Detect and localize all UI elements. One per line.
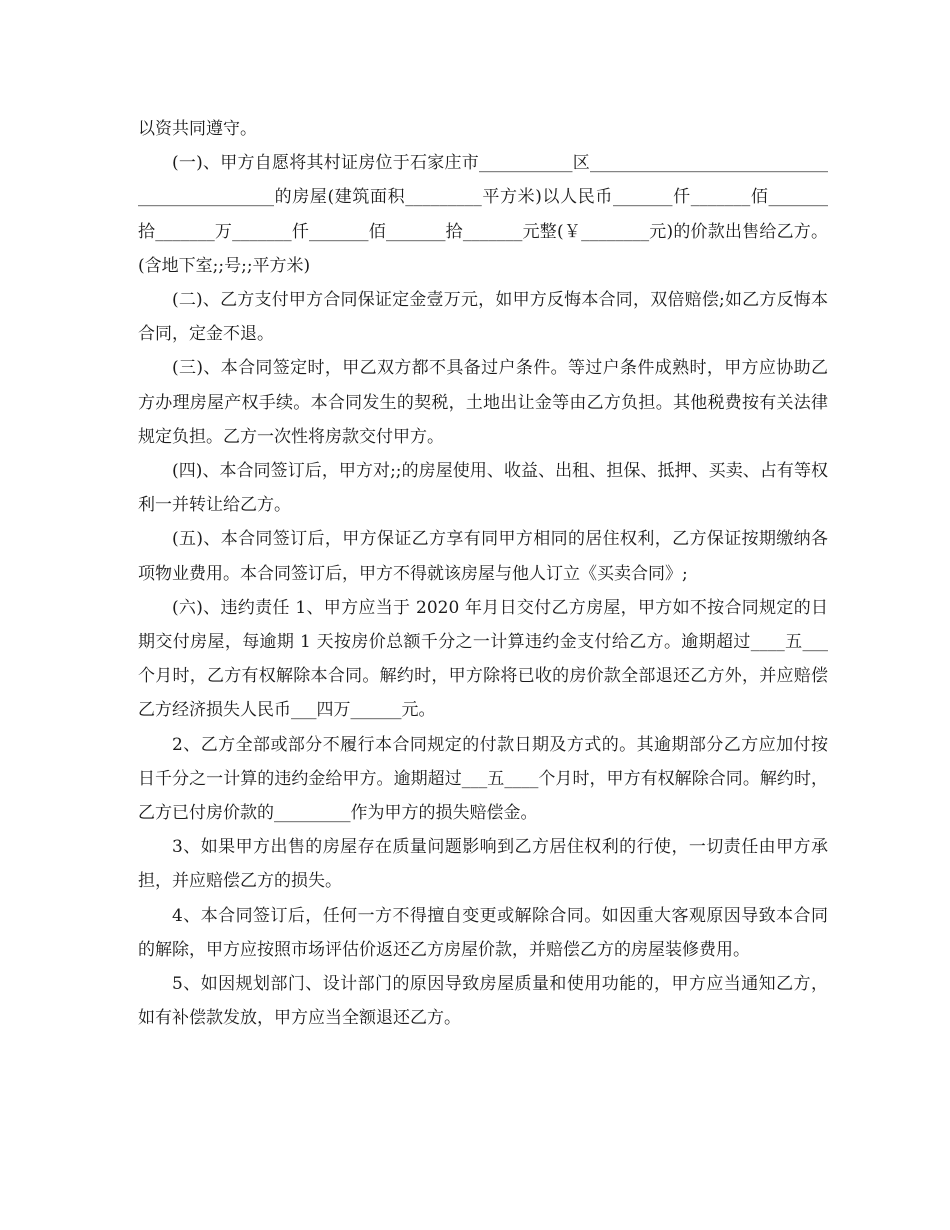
clause-3-transfer-conditions: (三)、本合同签定时，甲乙双方都不具备过户条件。等过户条件成熟时，甲方应协助乙方办理房屋产权手续。本合同发生的契税，土地出让金等由乙方负担。其他税费按有关法律规定负担。乙方一次性将房款交付甲方。 [138, 358, 828, 447]
clause-1-sale-terms: (一)、甲方自愿将其村证房位于石家庄市___________区____________________________________________的房屋(建筑面积_________平方米)以人民币_______仟_______佰_______拾_______万_______仟_______佰_______拾_______元整(￥________元)的价款出售给乙方。(含地下室;;号;;平方米) [138, 153, 828, 276]
liability-item-4-termination: 4、本合同签订后，任何一方不得擅自变更或解除合同。如因重大客观原因导致本合同的解除，甲方应按照市场评估价返还乙方房屋价款，并赔偿乙方的房屋装修费用。 [138, 905, 828, 960]
liability-item-2-buyer: 2、乙方全部或部分不履行本合同规定的付款日期及方式的。其逾期部分乙方应加付按日千分之一计算的违约金给甲方。逾期超过___五____个月时，甲方有权解除合同。解约时，乙方已付房价款的_________作为甲方的损失赔偿金。 [138, 734, 828, 824]
liability-item-3-quality: 3、如果甲方出售的房屋存在质量问题影响到乙方居住权利的行使，一切责任由甲方承担，并应赔偿乙方的损失。 [138, 837, 828, 892]
clause-5-residence-rights: (五)、本合同签订后，甲方保证乙方享有同甲方相同的居住权利，乙方保证按期缴纳各项物业费用。本合同签订后，甲方不得就该房屋与他人订立《买卖合同》; [138, 529, 828, 584]
liability-item-5-planning: 5、如因规划部门、设计部门的原因导致房屋质量和使用功能的，甲方应当通知乙方，如有补偿款发放，甲方应当全额退还乙方。 [138, 974, 828, 1029]
clause-6-liability-seller: (六)、违约责任 1、甲方应当于 2020 年月日交付乙方房屋，甲方如不按合同规定的日期交付房屋，每逾期 1 天按房价总额千分之一计算违约金支付给乙方。逾期超过____五___个月时，乙方有权解除本合同。解约时，甲方除将已收的房价款全部退还乙方外，并应赔偿乙方经济损失人民币___四万______元。 [138, 597, 828, 721]
paragraph-closing-line: 以资共同遵守。 [138, 119, 257, 139]
clause-2-deposit: (二)、乙方支付甲方合同保证定金壹万元，如甲方反悔本合同，双倍赔偿;如乙方反悔本合同，定金不退。 [138, 290, 828, 345]
contract-body [138, 112, 828, 1035]
clause-4-rights-transfer: (四)、本合同签订后，甲方对;;的房屋使用、收益、出租、担保、抵押、买卖、占有等权利一并转让给乙方。 [138, 461, 828, 516]
